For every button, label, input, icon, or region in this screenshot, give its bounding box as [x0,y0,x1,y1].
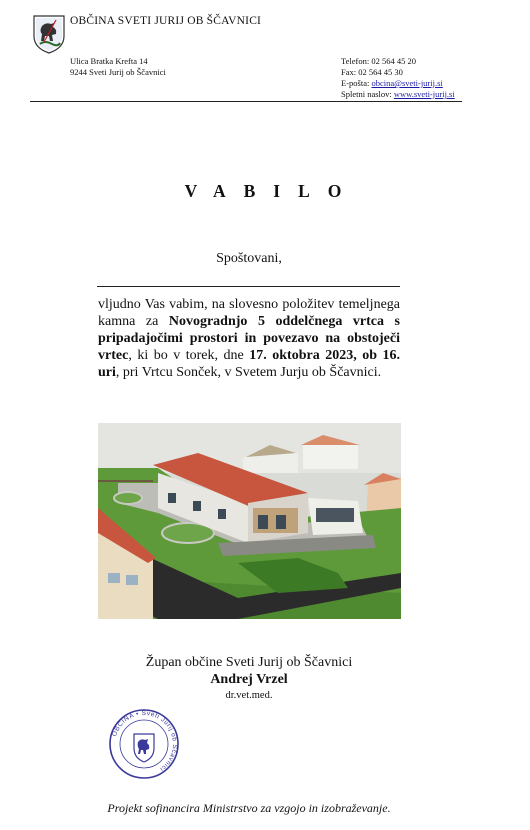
municipality-crest-logo [32,14,66,54]
invitation-title: VABILO [184,181,360,201]
svg-text:OBČINA • Sveti Jurij ob Ščavni: OBČINA • Sveti Jurij ob Ščavnici [111,709,179,773]
body-text-2: , ki bo v torek, dne [128,348,250,363]
body-text-3: , pri Vrtcu Sonček, v Svetem Jurju ob Ščavnici. [115,365,382,380]
phone-number: Telefon: 02 564 45 20 [341,56,416,66]
signer-role: Župan občine Sveti Jurij ob Ščavnici [145,655,353,670]
event-datetime: 17. oktobra 2023, ob 16. uri [98,348,400,380]
email-line [341,78,443,88]
address-city: 9244 Sveti Jurij ob Ščavnici [70,67,166,77]
greeting: Spoštovani, [216,251,282,266]
website-link[interactable]: www.sveti-jurij.si [393,89,455,99]
body-text-1: vljudno Vas vabim, na slovesno položitev temeljnega kamna za [98,297,400,329]
project-name: Novogradnjo 5 oddelčnega vrtca s pripadajočimi prostori in povezavo na obstoječi vrtec [98,314,400,363]
website-label: Spletni naslov: [341,89,394,99]
email-label: E-pošta: [341,78,372,88]
invitation-body [98,296,400,381]
cofinancing-note: Projekt sofinancira Ministrstvo za vzgojo in izobraževanje. [107,801,391,815]
signer-name: Andrej Vrzel [210,672,288,687]
organization-name: OBČINA SVETI JURIJ OB ŠČAVNICI [70,15,262,27]
email-link[interactable]: obcina@sveti-jurij.si [371,78,443,88]
greeting-divider [97,286,400,287]
official-stamp [108,708,180,780]
header-divider [30,101,462,102]
website-line [341,89,455,99]
signer-title: dr.vet.med. [225,690,273,701]
kindergarten-rendering-image [98,423,401,619]
fax-number: Fax: 02 564 45 30 [341,67,403,77]
address-street: Ulica Bratka Krefta 14 [70,56,148,66]
